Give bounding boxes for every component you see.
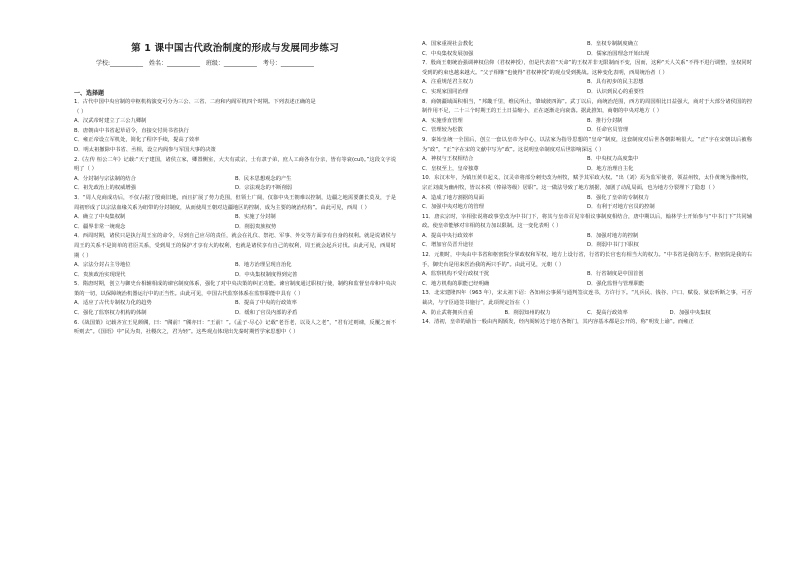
answer-option[interactable]: D．认识到民心的重要性	[587, 88, 645, 95]
answer-options-row	[422, 270, 752, 280]
answer-options-row	[74, 261, 396, 271]
answer-option[interactable]: B．实施了分封制	[235, 214, 276, 221]
answer-options-row	[74, 223, 396, 233]
question-text: 11．唐玄宗时，宰相张说将政事堂改为中书门下，将其与皇帝召见宰相议事制度相结合，唐中期以后，翰林学士开始参与“中书门下”共同辅政。使皇帝能够对宰相的权力加以限制。这一变化表明（ ）	[422, 213, 752, 230]
answer-option[interactable]: D．明太祖撤除中书省、丞相，设立内阁参与军国大事的决策	[74, 146, 216, 153]
school-field[interactable]: 学校:___________	[96, 60, 144, 67]
answer-option[interactable]: D．削弱贵族权势	[235, 223, 277, 230]
left-column	[74, 98, 396, 338]
answer-option[interactable]: C．祖先政治上的权威增强	[74, 185, 136, 192]
right-column	[422, 40, 752, 328]
answer-option[interactable]: B．推行分封制	[587, 117, 623, 124]
answer-options-row	[422, 88, 752, 98]
answer-option[interactable]: D．地方治理自主化	[587, 165, 634, 172]
answer-option[interactable]: C．管理较为松散	[422, 127, 463, 134]
answer-option[interactable]: D．儒家治国理念开始出现	[587, 50, 650, 57]
answer-option[interactable]: A．神权与王权相结合	[422, 156, 474, 163]
answer-option[interactable]: D．削弱中书门下职权	[587, 242, 639, 249]
answer-options-row	[422, 78, 752, 88]
answer-options-row	[422, 117, 752, 127]
answer-option[interactable]: A．造成了地方割据的局面	[422, 194, 484, 201]
answer-options-row	[422, 280, 752, 290]
answer-option[interactable]: B．行省制度是中国首创	[587, 271, 644, 278]
answer-option[interactable]: B．民本思想观念的产生	[235, 175, 292, 182]
answer-option[interactable]: C．雍正帝设立军机处，简化了程序手续，提高了效率	[74, 137, 200, 144]
question-text: 8．商朝疆域面积相当，“邦畿千里，维民所止，肇域彼四海”。武丁以后，商统治范围，西方的周国相比日益强大，商对于大部分诸侯国的控制作用不足，二十三个时期王的王土日益缩小，正在逐渐走向衰落。据此推知，商朝的中央对地方（ ）	[422, 98, 752, 115]
question-text: 2.《左传 桓公二年》记载:“天子建国，诸侯立家，卿置侧室，大夫有贰宗，士有隶子弟，庶人工商各有分亲，皆有等衰(cuī)。”这段文字说明了（ ）	[74, 156, 396, 173]
question-text: 4．西周时期，诸侯只是执行周王室的命令，尽到自己应尽的责任，就会在礼仪、祭祀、军事、外交等方面享有自身的权利。就是说诸侯与周王的关系不是简单的君臣关系，受到周王的保护才享有大的权利，也就是诸侯享有自己的权利，周王就会起兵讨伐。由此可见，西周时期（ ）	[74, 233, 396, 259]
answer-option[interactable]: B．地方治理呈现自治化	[235, 262, 292, 269]
answer-options-row	[422, 232, 752, 242]
answer-options-row	[74, 213, 396, 223]
answer-option[interactable]: B．唐朝由中书省起草诏令，直接交付尚书省执行	[74, 127, 189, 134]
answer-option[interactable]: D．强化监督与管理职能	[587, 280, 645, 287]
answer-options-row	[422, 241, 752, 251]
answer-options-row	[422, 203, 752, 213]
name-field[interactable]: 姓名：___________	[148, 60, 200, 67]
answer-option[interactable]: A．适应了古代专制权力化的趋势	[74, 300, 152, 307]
question-text: 6.《战国策》记载齐宣王见颜斶，曰：“斶前！”斶亦曰：“王前！”。《孟子·尽心》记载“老吾老，以及人之老”，“君有过则谏，反覆之而不听则去”。《国语》中“民为贵，社稷次之，君为轻”。这些观点体现出先秦时期哲学家思想中（ ）	[74, 319, 396, 336]
student-info-fields	[96, 58, 396, 67]
answer-option[interactable]: B．中央权力高度集中	[587, 156, 639, 163]
answer-option[interactable]: B．加强对地方的控制	[587, 232, 639, 239]
page-title: 第 1 课中国古代政治制度的形成与发展同步练习	[131, 43, 339, 54]
question-text: 13．北宋建隆四年（963 年），宋太祖下诏：各知州公事须与通判签议连书，方许行下。“凡兵民、钱谷、户口、赋役、狱讼听断之事，可否裁决，与守臣通签书施行”，此项规定旨在（ ）	[422, 290, 752, 307]
question-text: 7．殷商王朝统治强调神权信仰（君权神授），但是代表着“天命”的王权并非无限制而不变，因而，这种“天人关系”不得不进行调整，皇权同时受到的约束也越来越大。“父子相继”也使得“君权神授”的观点受到挑战。这种变化表明，西周统治者（ ）	[422, 60, 752, 76]
answer-option[interactable]: A．国家重视社会教化	[422, 41, 474, 47]
answer-option[interactable]: A．监察机构不受行政权干扰	[422, 271, 490, 278]
answer-option[interactable]: B．皇权专制制度确立	[587, 41, 639, 47]
answer-options-row	[74, 271, 396, 281]
answer-option[interactable]: C．中央集权发展加强	[422, 50, 474, 57]
answer-option[interactable]: D．有利于对地方官员的控制	[587, 204, 655, 211]
answer-option[interactable]: D．任命官员管理	[587, 127, 629, 134]
answer-option[interactable]: D．加强中央集权	[669, 309, 711, 316]
answer-options-row	[422, 309, 752, 319]
answer-option[interactable]: C．疆界非常一统观念	[74, 223, 126, 230]
answer-options-row	[422, 50, 752, 60]
answer-option[interactable]: B．具有初步的民主思想	[587, 79, 644, 86]
answer-options-row	[74, 299, 396, 309]
question-text: 1．古代中国中央官制的中枢机构演变可分为三公、三省、二府和内阁军机四个时期。下列表述正确的是	[74, 99, 316, 105]
answer-options-row	[74, 175, 396, 185]
answer-option[interactable]: B．强化了皇帝的专制权力	[587, 194, 649, 201]
answer-option[interactable]: A．确立了中央集权制	[74, 214, 126, 221]
answer-option[interactable]: A．注重规范君主权力	[422, 79, 474, 86]
answer-blank: （ ）	[74, 108, 87, 115]
answer-option[interactable]: C．地方机构的职能已经明确	[422, 280, 490, 287]
answer-option[interactable]: A．实施垂直管理	[422, 117, 463, 124]
number-field[interactable]: 考号：___________	[262, 60, 314, 67]
answer-options-row	[422, 165, 752, 175]
answer-option[interactable]: C．皇权至上，皇帝独尊	[422, 165, 479, 172]
answer-options-row	[422, 194, 752, 204]
answer-option[interactable]: C．强化了监察权力机构的体制	[74, 310, 147, 317]
answer-option[interactable]: D．宗法观念的不断削弱	[235, 185, 293, 192]
class-field[interactable]: 班级：___________	[205, 60, 257, 67]
answer-option[interactable]: B．削弱知州的权力	[504, 309, 551, 316]
answer-option[interactable]: A．宗法分封占主导地位	[74, 262, 131, 269]
section-heading: 一、选择题	[74, 90, 105, 97]
answer-option[interactable]: D．中央集权制度得到完善	[235, 271, 298, 278]
answer-options-row	[74, 309, 396, 319]
question-text: 9．秦始皇统一全国后，创立一套以皇帝为中心，以法家为指导思想的“皇帝”制度，这套制度对后世各朝影响很大。“正”字在宋朝以后被称为“政”，“正”字在宋的文献中写为“政”。这说明皇帝制度对后世影响深远（ ）	[422, 136, 752, 153]
answer-option[interactable]: C．提高行政效率	[587, 309, 628, 316]
answer-option[interactable]: A．防止武将拥兵自重	[422, 309, 474, 316]
answer-option[interactable]: C．增加官员晋升途径	[422, 242, 474, 249]
answer-option[interactable]: A．汉武帝时建立了三公九卿制	[74, 118, 147, 125]
answer-options-row	[422, 126, 752, 136]
answer-options-row	[422, 155, 752, 165]
question-text: 3．“周人克商成功后，不仅占据了殷商旧地，而且扩展了势力范围，但领土广阔，仅靠中央王朝难以控制，边疆之地需要藩长莫及，于是周初形成了以宗法血缘关系为纽带的分封制度，从而使周王朝对边疆地区的控制，成为主要的统治结构”。由此可见，西周（ ）	[74, 194, 396, 211]
answer-option[interactable]: C．贵族政治实现现代	[74, 271, 126, 278]
question-text: 10．东汉末年，为镇压黄巾起义，汉灵帝将部分刺史改为州牧，赋予其军政大权。“出（刘）焉为监军使者，领益州牧，太仆黄琬为豫州牧，宗正刘虞为幽州牧，皆以本秩（俸禄等级）居职”。这一做法导致了地方割据，加剧了动乱局面，也为地方分裂埋下了隐患（ ）	[422, 175, 752, 191]
answer-option[interactable]: A．分封制与宗法制的结合	[74, 175, 136, 182]
answer-option[interactable]: C．加强中央对地方的管理	[422, 204, 484, 211]
question-text: 14．清初，皇帝的谕旨一般由内阁颁发，经内阁转达于地方各衙门，其内容基本都是公开的，称“明发上谕”。而雍正	[422, 319, 694, 326]
answer-options-row	[74, 184, 396, 194]
answer-options-row	[422, 40, 752, 50]
question-text: 5．隋唐时期，创立与御史台相辅相成的谏官制度体系，强化了对中央决策的纠正功能。谏官制度通过职权行使，制约和监督皇帝和中央决策的一切，以保障统治机器运行中的正当性。由此可见，中国古代监察体系在监察职能中具有（ ）	[74, 281, 396, 297]
question-text: 12．元朝时，中央由中书省和枢密院分掌政权和军权，地方上设行省，行省的长官也有相当大的权力。“中书省是我的左手，枢密院是我的右手，御史台是用来医治我的两只手的”。由此可见，元朝（ ）	[422, 252, 752, 268]
answer-option[interactable]: A．提高中央行政效率	[422, 232, 474, 239]
answer-option[interactable]: B．提高了中央的行政效率	[235, 300, 297, 307]
answer-option[interactable]: D．缓和了官员内部的矛盾	[235, 310, 298, 317]
answer-option[interactable]: C．实现家国同治理	[422, 88, 469, 95]
